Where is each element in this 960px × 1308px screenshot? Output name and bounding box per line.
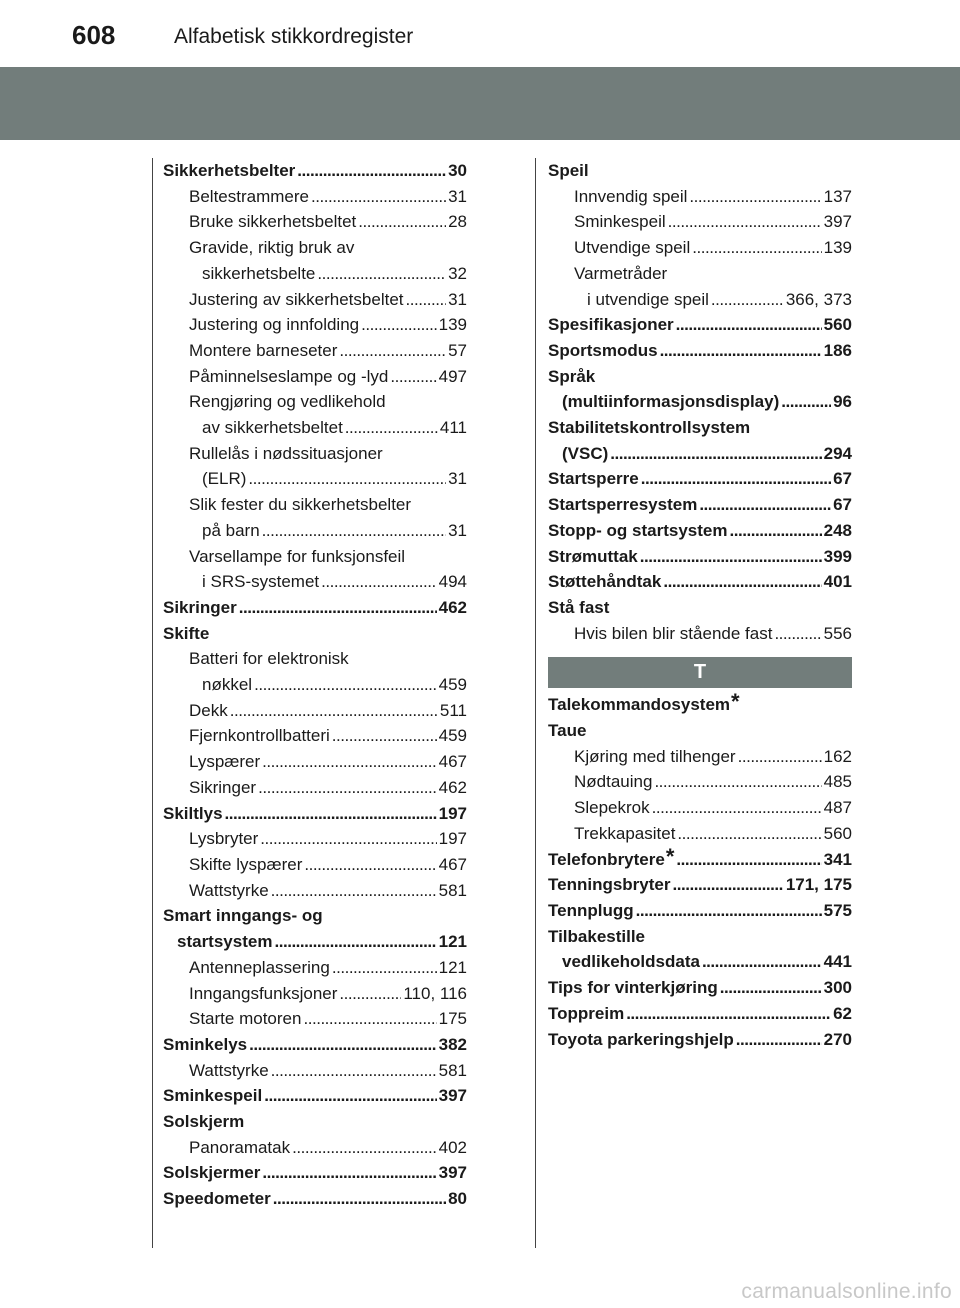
entry-page: 30	[448, 161, 467, 180]
entry-page: 121	[438, 932, 467, 952]
header-band	[0, 67, 960, 140]
entry-label: Dekk	[189, 700, 228, 720]
entry-page: 485	[823, 772, 852, 792]
index-entry	[163, 826, 467, 852]
entry-page: 397	[823, 212, 852, 232]
index-entry	[163, 621, 467, 647]
dot-leader	[390, 364, 436, 390]
index-entry	[548, 544, 852, 570]
dot-leader	[736, 1027, 822, 1053]
entry-label: Sikringer	[189, 777, 257, 797]
entry-label: Tips for vinterkjøring	[548, 978, 718, 998]
dot-leader	[225, 801, 437, 827]
entry-page: 459	[438, 726, 467, 746]
entry-label: (VSC)	[562, 443, 609, 463]
entry-label: Startsperre	[548, 469, 639, 489]
entry-page: 382	[438, 1034, 467, 1054]
entry-label: Sminkelys	[163, 1034, 248, 1054]
entry-label: Slik fester du sikkerhetsbelter	[189, 495, 412, 515]
dot-leader	[260, 826, 436, 852]
entry-page: 441	[823, 952, 852, 972]
dot-leader	[274, 929, 436, 955]
index-entry	[548, 1027, 852, 1053]
entry-page: 341	[823, 849, 852, 869]
index-entry	[163, 338, 467, 364]
index-entry	[548, 441, 852, 467]
entry-label: vedlikeholdsdata	[562, 952, 700, 972]
index-entry	[548, 718, 852, 744]
dot-leader	[262, 518, 446, 544]
entry-label: Sminkespeil	[163, 1086, 263, 1106]
entry-label: Fjernkontrollbatteri	[189, 726, 330, 746]
entry-label: Justering av sikkerhetsbeltet	[189, 289, 404, 309]
dot-leader	[781, 389, 831, 415]
entry-label: Justering og innfolding	[189, 315, 360, 335]
entry-page: 462	[438, 777, 467, 797]
dot-leader	[720, 975, 822, 1001]
index-entry	[548, 364, 852, 390]
entry-page: 31	[448, 469, 467, 489]
index-entry: Telefonbrytere * . . . 341	[548, 847, 852, 873]
index-entry	[163, 492, 467, 518]
index-entry	[163, 1058, 467, 1084]
entry-label: Tennplugg	[548, 900, 634, 920]
entry-label: Inngangsfunksjoner	[189, 983, 338, 1003]
entry-label: Lyspærer	[189, 752, 261, 772]
dot-leader	[273, 1186, 446, 1212]
entry-label: Wattstyrke	[189, 1060, 269, 1080]
index-entry	[163, 801, 467, 827]
dot-leader	[304, 852, 436, 878]
dot-leader	[406, 287, 447, 313]
dot-leader	[702, 949, 822, 975]
entry-page: 556	[823, 623, 852, 643]
entry-label: Tenningsbryter	[548, 875, 671, 895]
entry-page: 300	[823, 978, 852, 998]
index-entry	[163, 1006, 467, 1032]
entry-page: 110, 116	[403, 983, 467, 1003]
watermark: carmanualsonline.info	[741, 1280, 952, 1303]
index-entry	[163, 1135, 467, 1161]
dot-leader	[711, 287, 784, 313]
entry-label: Strømuttak	[548, 546, 638, 566]
index-entry	[548, 158, 852, 184]
entry-label: Nødtauing	[574, 772, 653, 792]
entry-page: 467	[438, 854, 467, 874]
index-entry	[163, 364, 467, 390]
entry-label: Telefonbrytere	[548, 849, 665, 869]
entry-label: nøkkel	[202, 675, 253, 695]
dot-leader	[652, 795, 822, 821]
section-header-t: T	[548, 657, 852, 688]
dot-leader	[249, 1032, 437, 1058]
entry-label: i SRS-systemet	[202, 572, 320, 592]
index-entry	[163, 235, 467, 261]
index-column-left	[163, 158, 467, 1212]
index-entry	[163, 441, 467, 467]
entry-label: Skifte lyspærer	[189, 854, 303, 874]
entry-label: i utvendige speil	[587, 289, 709, 309]
entry-page: 366, 373	[785, 289, 852, 309]
entry-label: Bruke sikkerhetsbeltet	[189, 212, 357, 232]
dot-leader	[254, 672, 437, 698]
entry-page: 399	[823, 546, 852, 566]
entry-label: Trekkapasitet	[574, 823, 676, 843]
index-entry	[548, 492, 852, 518]
dot-leader	[774, 621, 821, 647]
entry-label: Smart inngangs- og	[163, 906, 323, 926]
dot-leader	[230, 698, 438, 724]
entry-label: Speil	[548, 161, 589, 180]
index-entry	[548, 1001, 852, 1027]
dot-leader	[297, 158, 446, 184]
index-entry	[163, 312, 467, 338]
index-group-s	[548, 158, 852, 646]
index-entry	[548, 924, 852, 950]
dot-leader	[262, 749, 436, 775]
index-entry	[548, 261, 852, 287]
entry-page: 511	[439, 700, 467, 720]
index-entry	[163, 544, 467, 570]
entry-label: Panoramatak	[189, 1137, 291, 1157]
index-entry	[548, 338, 852, 364]
entry-label: Sikringer	[163, 597, 237, 617]
page-title: Alfabetisk stikkordregister	[174, 25, 414, 48]
entry-label: Rengjøring og vedlikehold	[189, 392, 386, 412]
dot-leader	[610, 441, 821, 467]
dot-leader	[317, 261, 446, 287]
entry-label: Rullelås i nødssituasjoner	[189, 443, 383, 463]
entry-label: sikkerhetsbelte	[202, 263, 316, 283]
index-entry	[163, 595, 467, 621]
index-entry	[548, 689, 852, 718]
index-entry	[548, 769, 852, 795]
entry-page: 397	[438, 1163, 467, 1183]
entry-label: Kjøring med tilhenger	[574, 746, 736, 766]
entry-page: 197	[438, 803, 467, 823]
entry-page: 137	[823, 186, 852, 206]
entry-page: 467	[438, 752, 467, 772]
dot-leader	[672, 872, 783, 898]
dot-leader	[311, 184, 446, 210]
dot-leader	[262, 1160, 436, 1186]
entry-label: Speedometer	[163, 1189, 271, 1209]
entry-label: Startsperresystem	[548, 495, 698, 515]
dot-leader	[345, 415, 438, 441]
footnote-star: *	[731, 689, 740, 715]
dot-leader	[676, 312, 822, 338]
dot-leader	[663, 569, 821, 595]
entry-label: Montere barneseter	[189, 340, 338, 360]
entry-label: Støttehåndtak	[548, 572, 662, 592]
entry-label: på barn	[202, 520, 260, 540]
index-column-right	[548, 158, 852, 1052]
index-entry	[163, 672, 467, 698]
entry-page: 31	[448, 186, 467, 206]
index-entry	[163, 466, 467, 492]
dot-leader	[271, 878, 437, 904]
index-entry	[163, 878, 467, 904]
entry-page: 575	[823, 900, 852, 920]
entry-page: 294	[823, 443, 852, 463]
index-entry	[163, 929, 467, 955]
entry-label: startsystem	[177, 932, 273, 952]
index-entry	[163, 723, 467, 749]
entry-label: Varmetråder	[574, 263, 668, 283]
entry-page: 581	[438, 880, 467, 900]
entry-label: Solskjermer	[163, 1163, 261, 1183]
entry-page: 401	[823, 572, 852, 592]
dot-leader	[676, 847, 821, 873]
index-entry	[163, 852, 467, 878]
entry-page: 248	[823, 520, 852, 540]
entry-page: 32	[448, 263, 467, 283]
entry-page: 139	[438, 315, 467, 335]
dot-leader	[258, 775, 437, 801]
entry-label: Påminnelseslampe og -lyd	[189, 366, 389, 386]
entry-label: Stabilitetskontrollsystem	[548, 418, 751, 438]
index-entry	[548, 518, 852, 544]
dot-leader	[668, 209, 822, 235]
dot-leader	[248, 466, 446, 492]
entry-page: 139	[823, 238, 852, 258]
dot-leader	[729, 518, 821, 544]
index-entry	[548, 235, 852, 261]
entry-page: 28	[448, 212, 467, 232]
entry-label: Stå fast	[548, 597, 610, 617]
entry-page: 80	[448, 1189, 467, 1209]
entry-label: Antenneplassering	[189, 957, 330, 977]
entry-label: Taue	[548, 721, 587, 741]
entry-label: Solskjerm	[163, 1112, 245, 1132]
index-entry	[548, 595, 852, 621]
entry-page: 67	[833, 495, 852, 515]
dot-leader	[677, 821, 821, 847]
entry-page: 121	[438, 957, 467, 977]
entry-label: Innvendig speil	[574, 186, 688, 206]
dot-leader	[641, 466, 831, 492]
index-entry	[163, 389, 467, 415]
entry-page: 397	[438, 1086, 467, 1106]
dot-leader	[358, 209, 446, 235]
column-divider-left	[152, 158, 153, 1248]
entry-page: 411	[439, 418, 467, 438]
entry-page: 494	[438, 572, 467, 592]
entry-page: 459	[438, 675, 467, 695]
index-entry	[548, 466, 852, 492]
page-number: 608	[72, 20, 116, 50]
index-entry	[163, 646, 467, 672]
entry-page: 171, 175	[785, 875, 852, 895]
index-entry	[163, 955, 467, 981]
index-entry	[163, 1186, 467, 1212]
index-entry	[163, 1032, 467, 1058]
index-entry	[548, 569, 852, 595]
dot-leader	[689, 184, 821, 210]
index-entry	[548, 184, 852, 210]
entry-page: 402	[438, 1137, 467, 1157]
entry-label: Slepekrok	[574, 798, 650, 818]
index-entry	[163, 1109, 467, 1135]
index-entry	[548, 744, 852, 770]
entry-page: 67	[833, 469, 852, 489]
entry-page: 197	[438, 829, 467, 849]
entry-label: Toppreim	[548, 1003, 625, 1023]
entry-label: Stopp- og startsystem	[548, 520, 728, 540]
dot-leader	[292, 1135, 437, 1161]
entry-page: 186	[823, 340, 852, 360]
column-divider-middle	[535, 158, 536, 1248]
index-entry	[548, 975, 852, 1001]
dot-leader	[636, 898, 822, 924]
entry-label: Spesifikasjoner	[548, 315, 674, 335]
index-entry	[163, 261, 467, 287]
index-entry	[163, 903, 467, 929]
entry-page: 497	[438, 366, 467, 386]
index-entry	[163, 184, 467, 210]
entry-page: 96	[833, 392, 852, 412]
entry-page: 560	[823, 823, 852, 843]
index-entry	[163, 569, 467, 595]
dot-leader	[332, 955, 437, 981]
index-entry	[548, 821, 852, 847]
dot-leader	[660, 338, 822, 364]
index-entry	[163, 1160, 467, 1186]
index-entry	[548, 312, 852, 338]
dot-leader	[303, 1006, 436, 1032]
index-entry	[163, 749, 467, 775]
index-entry	[548, 795, 852, 821]
index-group-t	[548, 689, 852, 1052]
index-entry	[548, 949, 852, 975]
entry-label: Batteri for elektronisk	[189, 649, 349, 669]
entry-page: 462	[438, 597, 467, 617]
dot-leader	[271, 1058, 437, 1084]
entry-label: Hvis bilen blir stående fast	[574, 623, 773, 643]
entry-page: 560	[823, 315, 852, 335]
entry-label: av sikkerhetsbeltet	[202, 418, 343, 438]
index-entry	[548, 389, 852, 415]
entry-label: (ELR)	[202, 469, 247, 489]
entry-label: (multiinformasjonsdisplay)	[562, 392, 780, 412]
entry-label: Skiltlys	[163, 803, 223, 823]
index-entry	[548, 209, 852, 235]
dot-leader	[264, 1083, 436, 1109]
entry-label: Talekommandosystem	[548, 695, 731, 715]
dot-leader	[640, 544, 822, 570]
entry-page: 31	[448, 520, 467, 540]
index-entry	[163, 415, 467, 441]
entry-page: 175	[438, 1009, 467, 1029]
entry-page: 270	[823, 1029, 852, 1049]
index-entry	[548, 415, 852, 441]
entry-label: Gravide, riktig bruk av	[189, 238, 355, 258]
dot-leader	[654, 769, 821, 795]
dot-leader	[339, 981, 401, 1007]
index-entry	[163, 981, 467, 1007]
dot-leader	[699, 492, 831, 518]
entry-label: Beltestrammere	[189, 186, 309, 206]
index-entry	[163, 209, 467, 235]
entry-page: 581	[438, 1060, 467, 1080]
dot-leader	[692, 235, 821, 261]
entry-label: Lysbryter	[189, 829, 259, 849]
entry-page: 487	[823, 798, 852, 818]
index-entry	[163, 1083, 467, 1109]
entry-page: 31	[448, 289, 467, 309]
dot-leader	[361, 312, 437, 338]
index-entry	[163, 775, 467, 801]
entry-label: Tilbakestille	[548, 926, 646, 946]
entry-label: Toyota parkeringshjelp	[548, 1029, 734, 1049]
entry-label: Språk	[548, 366, 596, 386]
index-entry	[163, 158, 467, 184]
dot-leader	[332, 723, 437, 749]
index-entry	[548, 898, 852, 924]
entry-label: Skifte	[163, 623, 210, 643]
index-entry	[548, 872, 852, 898]
index-entry	[163, 518, 467, 544]
entry-page: 57	[448, 340, 467, 360]
dot-leader	[239, 595, 437, 621]
index-entry	[548, 621, 852, 647]
entry-label: Utvendige speil	[574, 238, 691, 258]
index-entry	[163, 287, 467, 313]
index-entry	[163, 698, 467, 724]
dot-leader	[626, 1001, 831, 1027]
entry-label: Wattstyrke	[189, 880, 269, 900]
entry-label: Varsellampe for funksjonsfeil	[189, 546, 406, 566]
dot-leader	[321, 569, 436, 595]
entry-label: Starte motoren	[189, 1009, 302, 1029]
entry-label: Sikkerhetsbelter	[163, 161, 296, 180]
dot-leader	[339, 338, 446, 364]
dot-leader	[738, 744, 822, 770]
index-entry	[548, 287, 852, 313]
entry-label: Sminkespeil	[574, 212, 666, 232]
entry-page: 62	[833, 1003, 852, 1023]
entry-label: Sportsmodus	[548, 340, 658, 360]
entry-page: 162	[823, 746, 852, 766]
